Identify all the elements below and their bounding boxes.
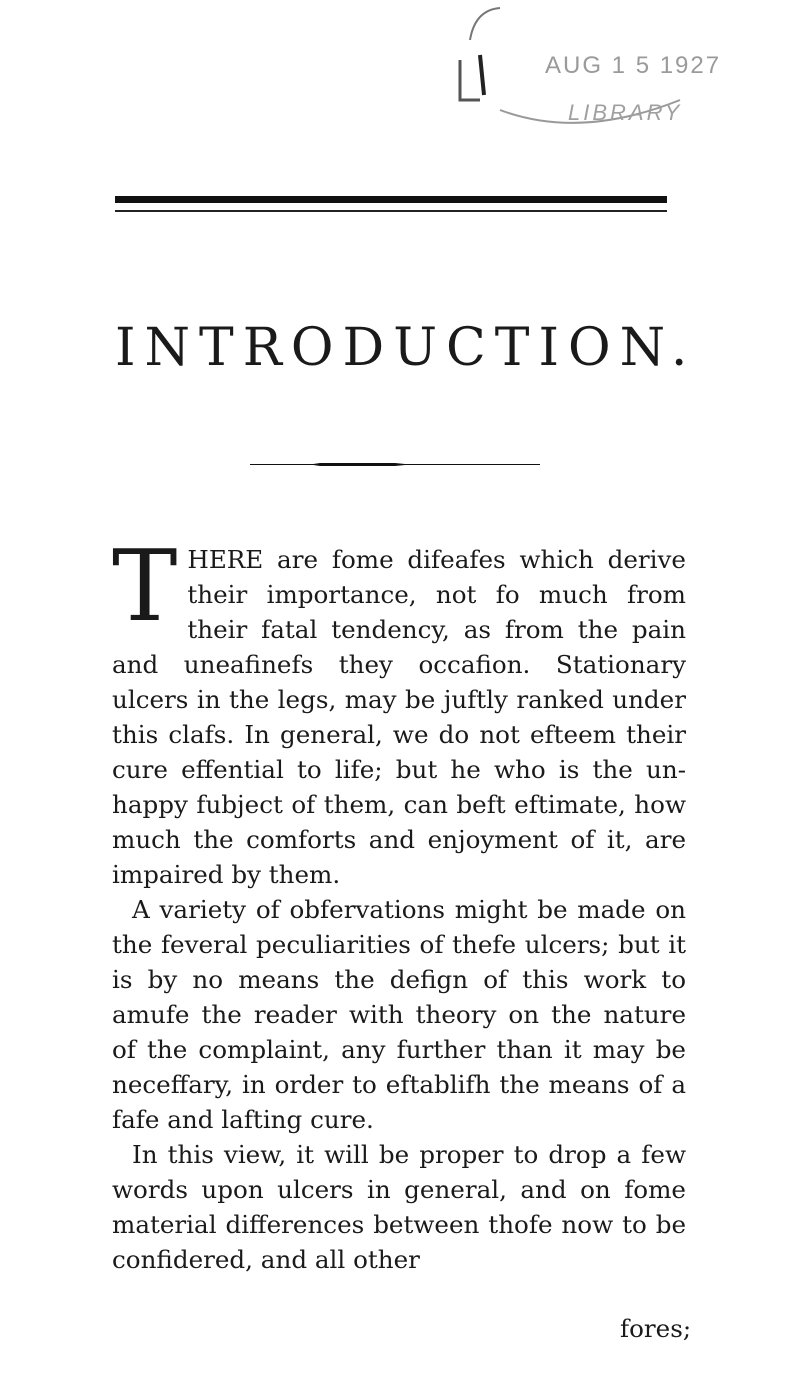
catchword: fores;	[620, 1314, 692, 1343]
library-stamp	[440, 0, 700, 170]
header-rule-thick	[115, 196, 667, 203]
body-text	[112, 530, 686, 1277]
ornamental-rule	[250, 463, 540, 466]
stamp-library: LIBRARY	[568, 100, 683, 125]
paragraph-2: A variety of obfervations might be made on the feveral peculiarities of thefe ulcers; but it is by no means the defign of this work to amufe the reader with theory on the nature of the complaint, any further than it may be neceffary, in order to eftablifh the means of a fafe and lafting cure.	[112, 895, 686, 1134]
header-rule-thin	[115, 210, 667, 212]
paragraph-3: In this view, it will be proper to drop a few words upon ulcers in general, and on fome material differences between thofe now to be confidered, and all other	[112, 1140, 686, 1274]
paragraph-1	[112, 530, 686, 892]
stamp-date: AUG 1 5 1927	[545, 52, 722, 79]
paragraph-1-text: HERE are fome difeafes which derive their importance, not fo much from their fatal tendency, as from the pain and uneafinefs they occafion. Stationary ulcers in the legs, may be juftly ranked under this clafs. In general, we do not efteem their cure effential to life; but he who is the un-happy fubject of them, can beft eftimate, how much the comforts and enjoyment of it, are impaired by them.	[112, 545, 686, 889]
drop-cap: T	[112, 530, 178, 644]
page-title: INTRODUCTION.	[115, 318, 697, 378]
